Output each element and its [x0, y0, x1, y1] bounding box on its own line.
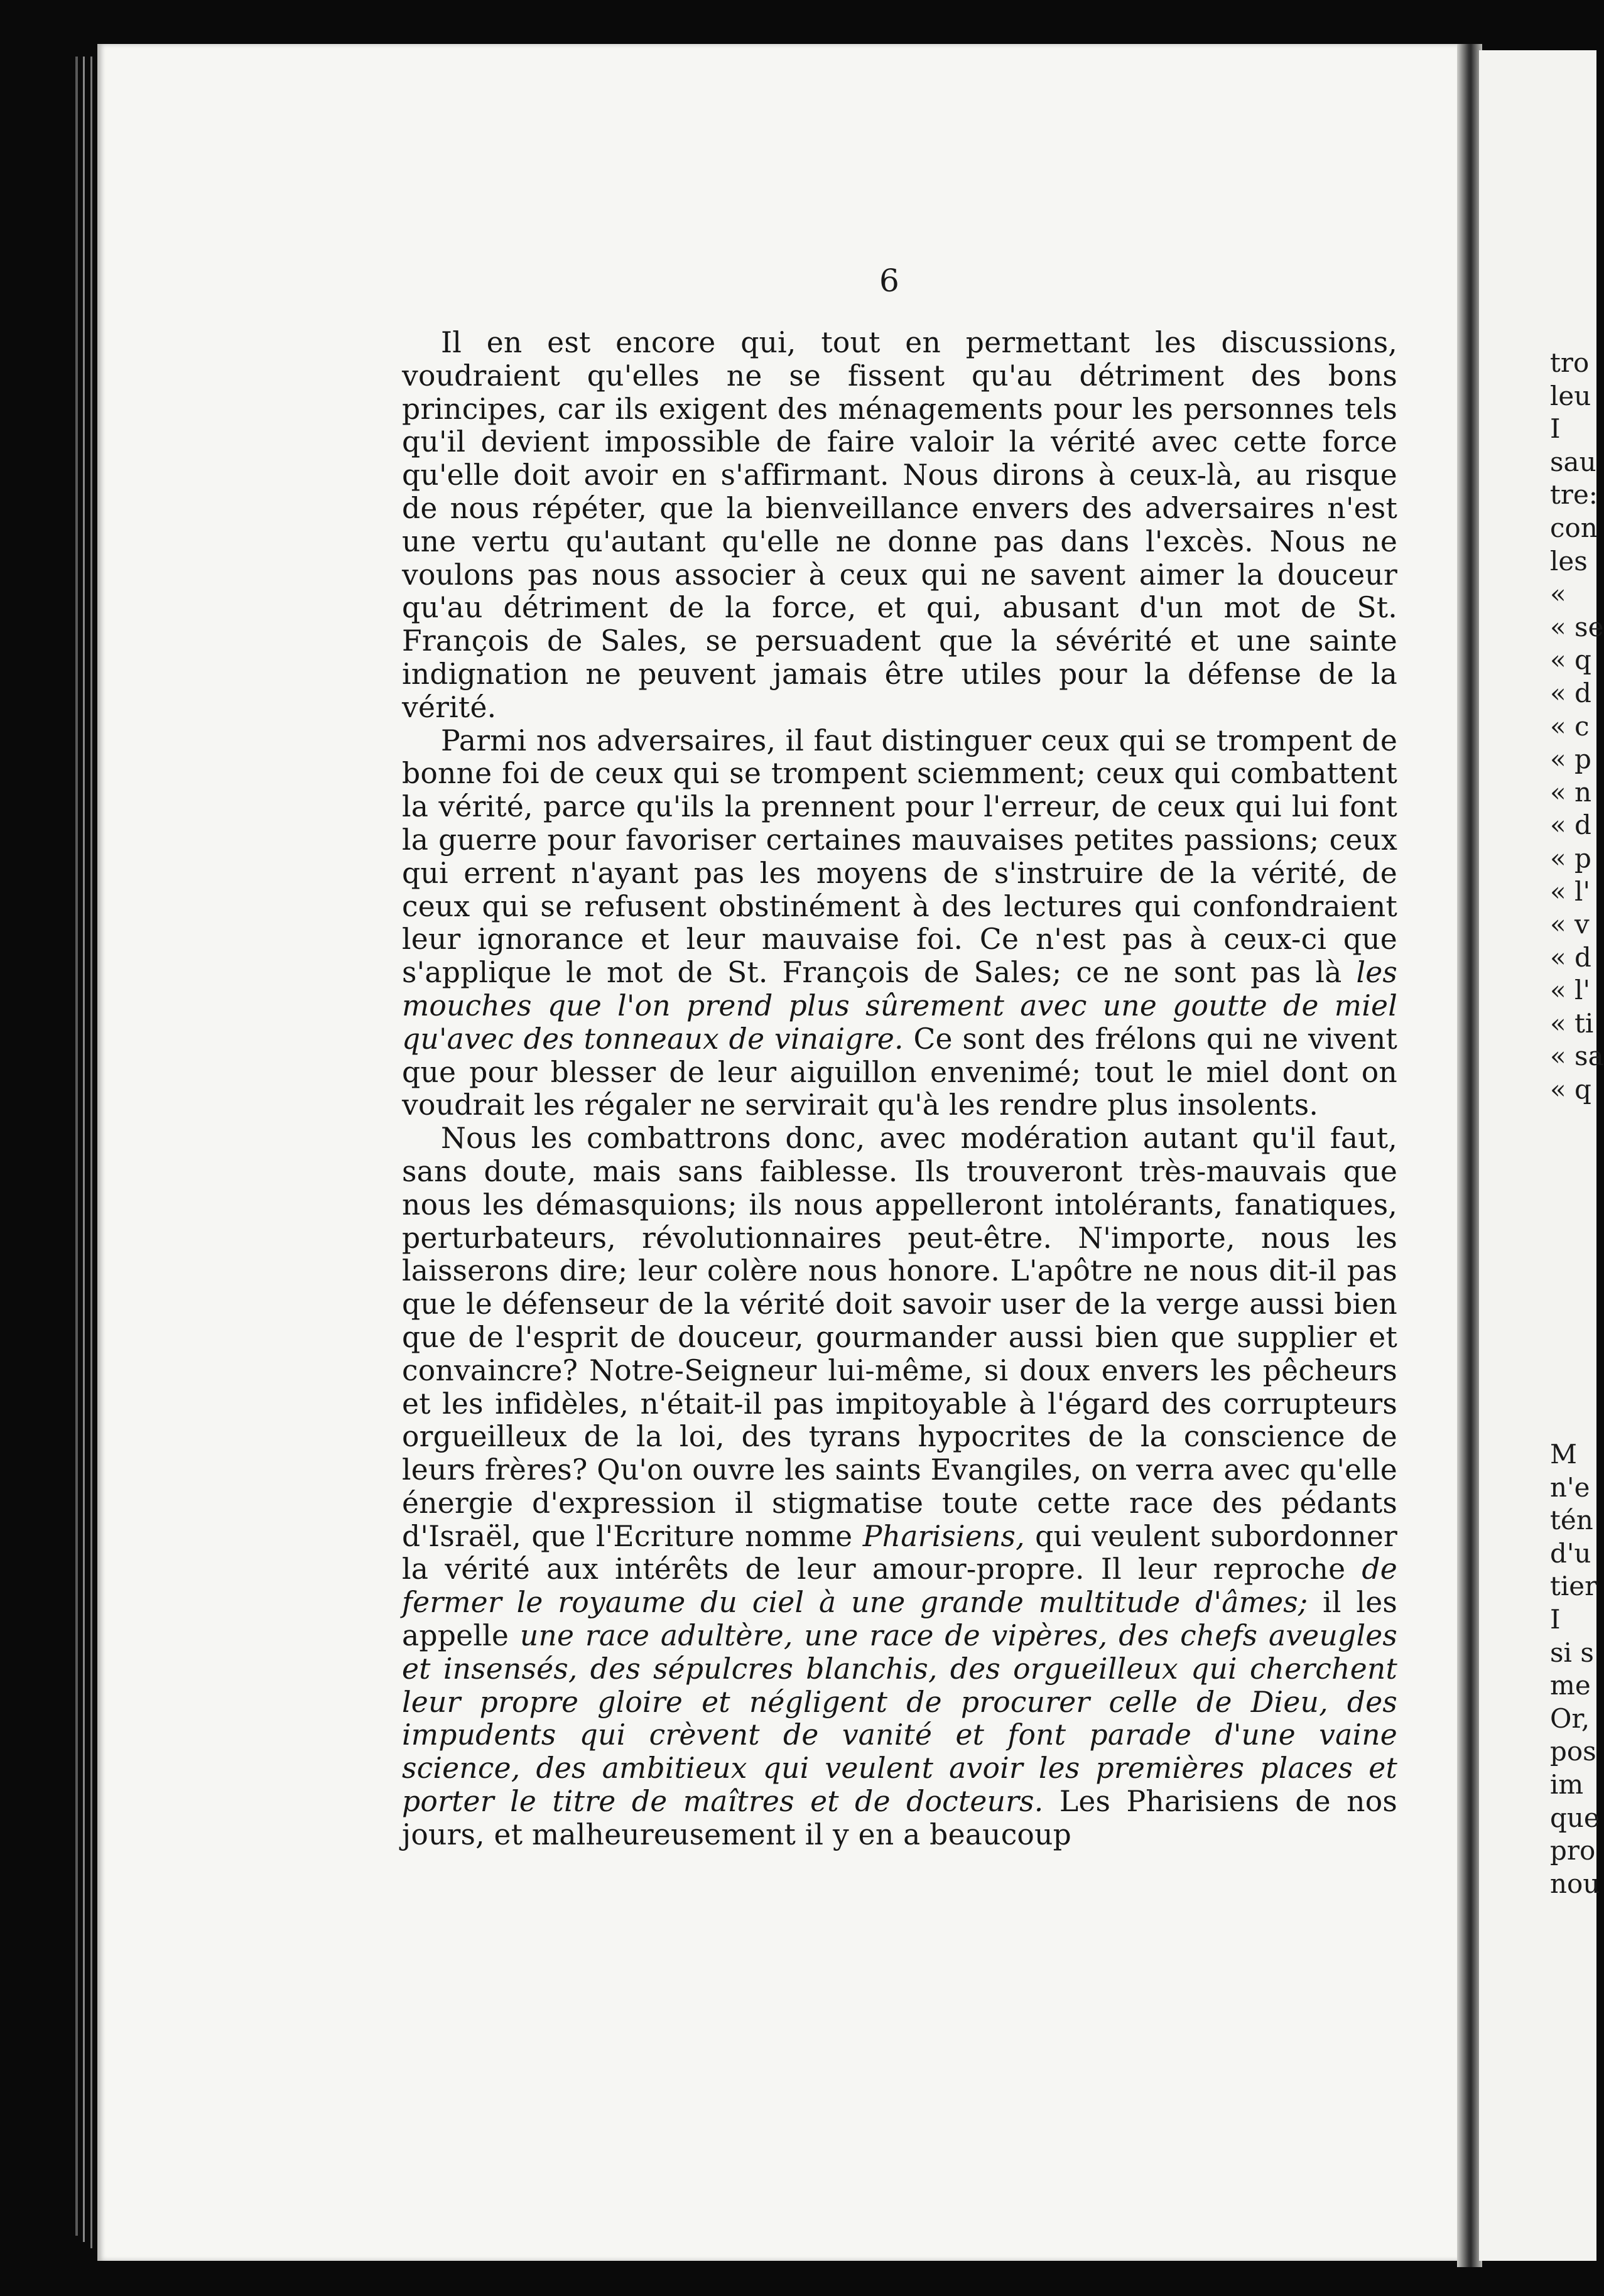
right-page-fragment: « d [1550, 941, 1591, 973]
book-gutter [1457, 44, 1482, 2267]
right-page-fragment: « [1550, 578, 1566, 610]
right-page-fragment: « sa [1550, 1041, 1604, 1072]
italic-text-segment: les mouches que l'on prend plus sûrement avec une goutte de miel qu'avec des tonneaux de vinaigre. [402, 956, 1397, 1056]
text-segment: Parmi nos adversaires, il faut distinguer ceux qui se trompent de bonne foi de ceux qui se trompent sciemment; ceux qui combattent la vérité, parce qu'ils la prennent pour l'erreur, de ceux qui lui font la guerre pour favoriser certaines mauvaises petites passions; ceux qui errent n'ayant pas les moyens de s'instruire de la vérité, de ceux qui se refusent obstinément à des lectures qui confondraient leur ignorance et leur mauvaise foi. Ce n'est pas à ceux-ci que s'applique le mot de St. François de Sales; ce ne sont pas là [402, 723, 1397, 990]
right-page-fragment: I [1550, 1603, 1561, 1635]
right-page-fragment: « q [1550, 644, 1591, 676]
paragraph [402, 725, 1397, 1123]
text-segment: Il en est encore qui, tout en permettant les discussions, voudraient qu'elles ne se fissent qu'au détriment des bons principes, car ils exigent des ménagements pour les personnes tels qu'il devient impossible de faire valoir la vérité avec cette force qu'elle doit avoir en s'affirmant. Nous dirons à ceux-là, au risque de nous répéter, que la bienveillance envers des adversaires n'est une vertu qu'autant qu'elle ne donne pas dans l'excès. Nous ne voulons pas nous associer à ceux qui ne savent aimer la douceur qu'au détriment de la force, et qui, abusant d'un mot de St. François de Sales, se persuadent que la sévérité et une sainte indignation ne peuvent jamais être utiles pour la défense de la vérité. [402, 326, 1397, 724]
right-page-fragment: I [1550, 413, 1561, 445]
right-page-fragment: leu [1550, 380, 1591, 411]
text-segment: il les appelle [402, 1586, 1397, 1653]
italic-text-segment: Pharisiens, [862, 1519, 1025, 1553]
text-segment: Ce sont des frélons qui ne vivent que pour blesser de leur aiguillon envenimé; tout le miel dont on voudrait les régaler ne servirait qu'à les rendre plus insolents. [402, 1022, 1397, 1122]
right-page-fragment: « p [1550, 744, 1591, 775]
right-page-fragment: tre: [1550, 479, 1598, 511]
page-edge-line [83, 57, 85, 2242]
right-page-fragment: « d [1550, 810, 1591, 841]
text-segment: qui veulent subordonner la vérité aux intérêts de leur amour-propre. Il leur reproche [402, 1519, 1398, 1586]
right-page-fragment: « l' [1550, 875, 1591, 907]
right-page-fragment: « q [1550, 1074, 1591, 1105]
right-page-fragment: Or, [1550, 1703, 1590, 1734]
right-page-fragment: tro [1550, 347, 1590, 378]
right-page-fragment: « l' [1550, 975, 1591, 1006]
right-page-fragment: im [1550, 1768, 1584, 1800]
right-page-fragment: « n [1550, 776, 1592, 808]
italic-text-segment: une race adultère, une race de vipères, des chefs aveugles et insensés, des sépulcres blanchis, des orgueilleux qui cherchent leur propre gloire et négligent de procurer celle de Dieu, des impudents qui crèvent de vanité et font parade d'une vaine science, des ambitieux qui veulent avoir les premières places et porter le titre de maîtres et de docteurs. [402, 1619, 1398, 1819]
right-page-fragment: que [1550, 1802, 1600, 1833]
page-edge-line [90, 57, 92, 2248]
right-page-fragment: sau [1550, 446, 1596, 477]
right-page-fragment: si s [1550, 1637, 1594, 1668]
right-page-fragment: d'u [1550, 1537, 1591, 1569]
page-edge-line [75, 57, 78, 2236]
right-page-fragment: les [1550, 545, 1588, 577]
right-page-fragment: n'e [1550, 1471, 1590, 1503]
right-page-fragment: « c [1550, 710, 1590, 742]
text-segment: Les Pharisiens de nos jours, et malheureusement il y en a beaucoup [402, 1785, 1397, 1851]
body-text [402, 327, 1397, 1852]
paragraph [402, 1122, 1397, 1852]
right-page-fragment: M [1550, 1439, 1578, 1470]
right-page-fragment: tén [1550, 1505, 1593, 1536]
right-page-fragment: « ti [1550, 1007, 1594, 1039]
right-page-fragment: tier [1550, 1571, 1598, 1602]
text-segment: Nous les combattrons donc, avec modération autant qu'il faut, sans doute, mais sans faiblesse. Ils trouveront très-mauvais que nous les démasquions; ils nous appelleront intolérants, fanatiques, perturbateurs, révolutionnaires peut-être. N'importe, nous les laisserons dire; leur colère nous honore. L'apôtre ne nous dit-il pas que le défenseur de la vérité doit savoir user de la verge aussi bien que de l'esprit de douceur, gourmander aussi bien que supplier et convaincre? Notre-Seigneur lui-même, si doux envers les pêcheurs et les infidèles, n'était-il pas impitoyable à l'égard des corrupteurs orgueilleux de la loi, des tyrans hypocrites de la conscience de leurs frères? Qu'on ouvre les saints Evangiles, on verra avec qu'elle énergie d'expression il stigmatise toute cette race des pédants d'Israël, que l'Ecriture nomme [402, 1122, 1397, 1553]
page-number: 6 [879, 263, 899, 299]
right-page-fragment: « d [1550, 677, 1591, 708]
right-page-fragment: « p [1550, 842, 1591, 874]
right-page-fragment: pos [1550, 1736, 1596, 1767]
right-page-fragment: « se [1550, 611, 1604, 642]
right-page-fragment: nou [1550, 1868, 1600, 1899]
right-page-fragment: pro [1550, 1835, 1596, 1866]
right-page-fragment: me [1550, 1670, 1591, 1701]
right-page-fragment: con [1550, 512, 1598, 543]
right-page-fragment: « v [1550, 909, 1590, 940]
right-page-text-fragments-top [1550, 347, 1604, 1107]
paragraph [402, 327, 1397, 725]
italic-text-segment: de fermer le royaume du ciel à une grande multitude d'âmes; [402, 1552, 1397, 1620]
right-page-text-fragments-bottom [1550, 1438, 1600, 1900]
